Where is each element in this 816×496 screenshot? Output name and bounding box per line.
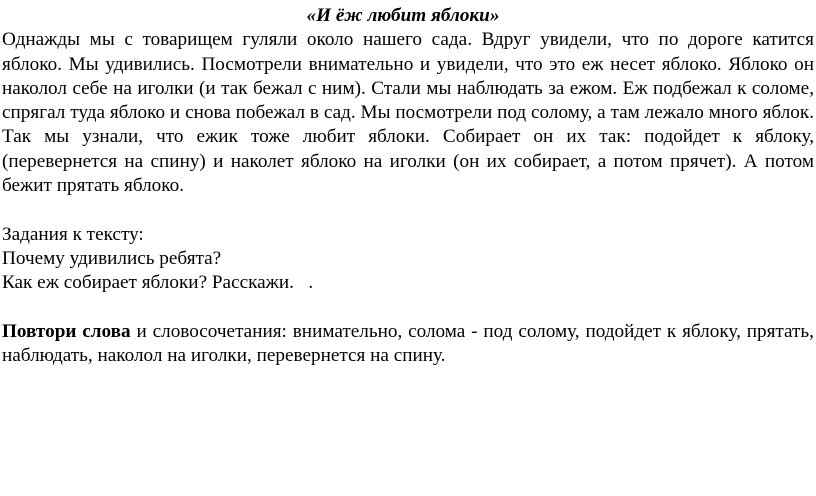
question-2: Как еж собирает яблоки? Расскажи. . [2,272,314,294]
repeat-words-label: Повтори слова [2,320,131,342]
blank-line [2,198,814,222]
question-1: Почему удивились ребята? [2,247,222,269]
story-text: Однажды мы с товарищем гуляли около нашего сада. Вдруг увидели, что по дороге катится яблоко. Мы удивились. Посмотрели внимательно и увидели, что это еж несет яблоко. Яблоко он наколол себе на иголки (и так бежал с ним). Стали мы наблюдать за ежом. Еж подбежал к соломе, спрягал туда яблоко и снова побежал в сад. Мы посмотрели под солому, а там лежало много яблок. Так мы узнали, что ежик тоже любит яблоки. Собирает он их так: подойдет к яблоку, (перевернется на спину) и наколет яблоко на иголки (он их собирает, а потом прячет). А потом бежит прятать яблоко. [2,29,814,197]
repeat-words-paragraph [2,320,814,369]
tasks-heading: Задания к тексту: [2,223,144,245]
document-page [2,0,814,368]
blank-line [2,296,814,320]
story-title: «И ёж любит яблоки» [306,5,500,26]
repeat-words-text: и словосочетания: внимательно, солома - под солому, подойдет к яблоку, прятать, наблюдать, наколол на иголки, перевернется на спину. [2,320,814,367]
